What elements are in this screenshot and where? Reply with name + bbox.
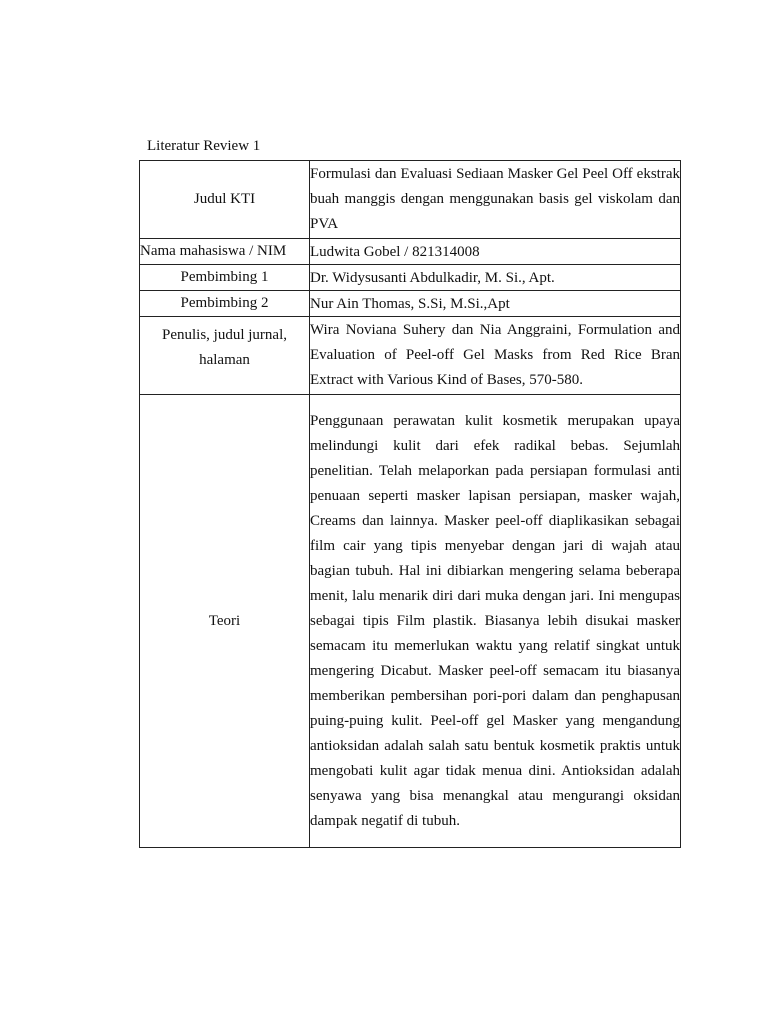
label-penulis: Penulis, judul jurnal, halaman bbox=[140, 317, 310, 395]
value-pembimbing-2: Nur Ain Thomas, S.Si, M.Si.,Apt bbox=[310, 291, 681, 317]
label-pembimbing-2: Pembimbing 2 bbox=[140, 291, 310, 317]
label-pembimbing-1: Pembimbing 1 bbox=[140, 265, 310, 291]
label-judul-kti: Judul KTI bbox=[140, 161, 310, 239]
table-row-pembimbing-1 bbox=[140, 265, 681, 291]
table-row-penulis bbox=[140, 317, 681, 395]
label-teori: Teori bbox=[140, 395, 310, 848]
label-nama-nim: Nama mahasiswa / NIM bbox=[140, 239, 310, 265]
table-row-nama bbox=[140, 239, 681, 265]
table-row-teori bbox=[140, 395, 681, 848]
value-penulis: Wira Noviana Suhery dan Nia Anggraini, Formulation and Evaluation of Peel-off Gel Masks from Red Rice Bran Extract with Various Kind of Bases, 570-580. bbox=[310, 317, 681, 395]
value-pembimbing-1: Dr. Widysusanti Abdulkadir, M. Si., Apt. bbox=[310, 265, 681, 291]
literature-review-table bbox=[139, 160, 681, 848]
document-heading: Literatur Review 1 bbox=[147, 138, 261, 154]
value-nama-nim: Ludwita Gobel / 821314008 bbox=[310, 239, 681, 265]
value-teori: Penggunaan perawatan kulit kosmetik merupakan upaya melindungi kulit dari efek radikal bebas. Sejumlah penelitian. Telah melaporkan pada persiapan formulasi anti penuaan seperti masker lapisan persiapan, masker wajah, Creams dan lainnya. Masker peel-off diaplikasikan sebagai film cair yang tipis menyebar dengan jari di wajah atau bagian tubuh. Hal ini dibiarkan mengering selama beberapa menit, lalu menarik diri dari muka dengan jari. Ini mengupas sebagai tipis Film plastik. Biasanya lebih disukai masker semacam itu memerlukan waktu yang relatif singkat untuk mengering Dicabut. Masker peel-off semacam itu biasanya memberikan pembersihan pori-pori dalam dan penghapusan puing-puing kulit. Peel-off gel Masker yang mengandung antioksidan adalah salah satu bentuk kosmetik praktis untuk mengobati kulit agar tidak menua dini. Antioksidan adalah senyawa yang bisa menangkal atau mengurangi oksidan dampak negatif di tubuh. bbox=[310, 395, 681, 848]
table-row-pembimbing-2 bbox=[140, 291, 681, 317]
value-judul-kti: Formulasi dan Evaluasi Sediaan Masker Gel Peel Off ekstrak buah manggis dengan menggunakan basis gel viskolam dan PVA bbox=[310, 161, 681, 239]
table-row-judul bbox=[140, 161, 681, 239]
